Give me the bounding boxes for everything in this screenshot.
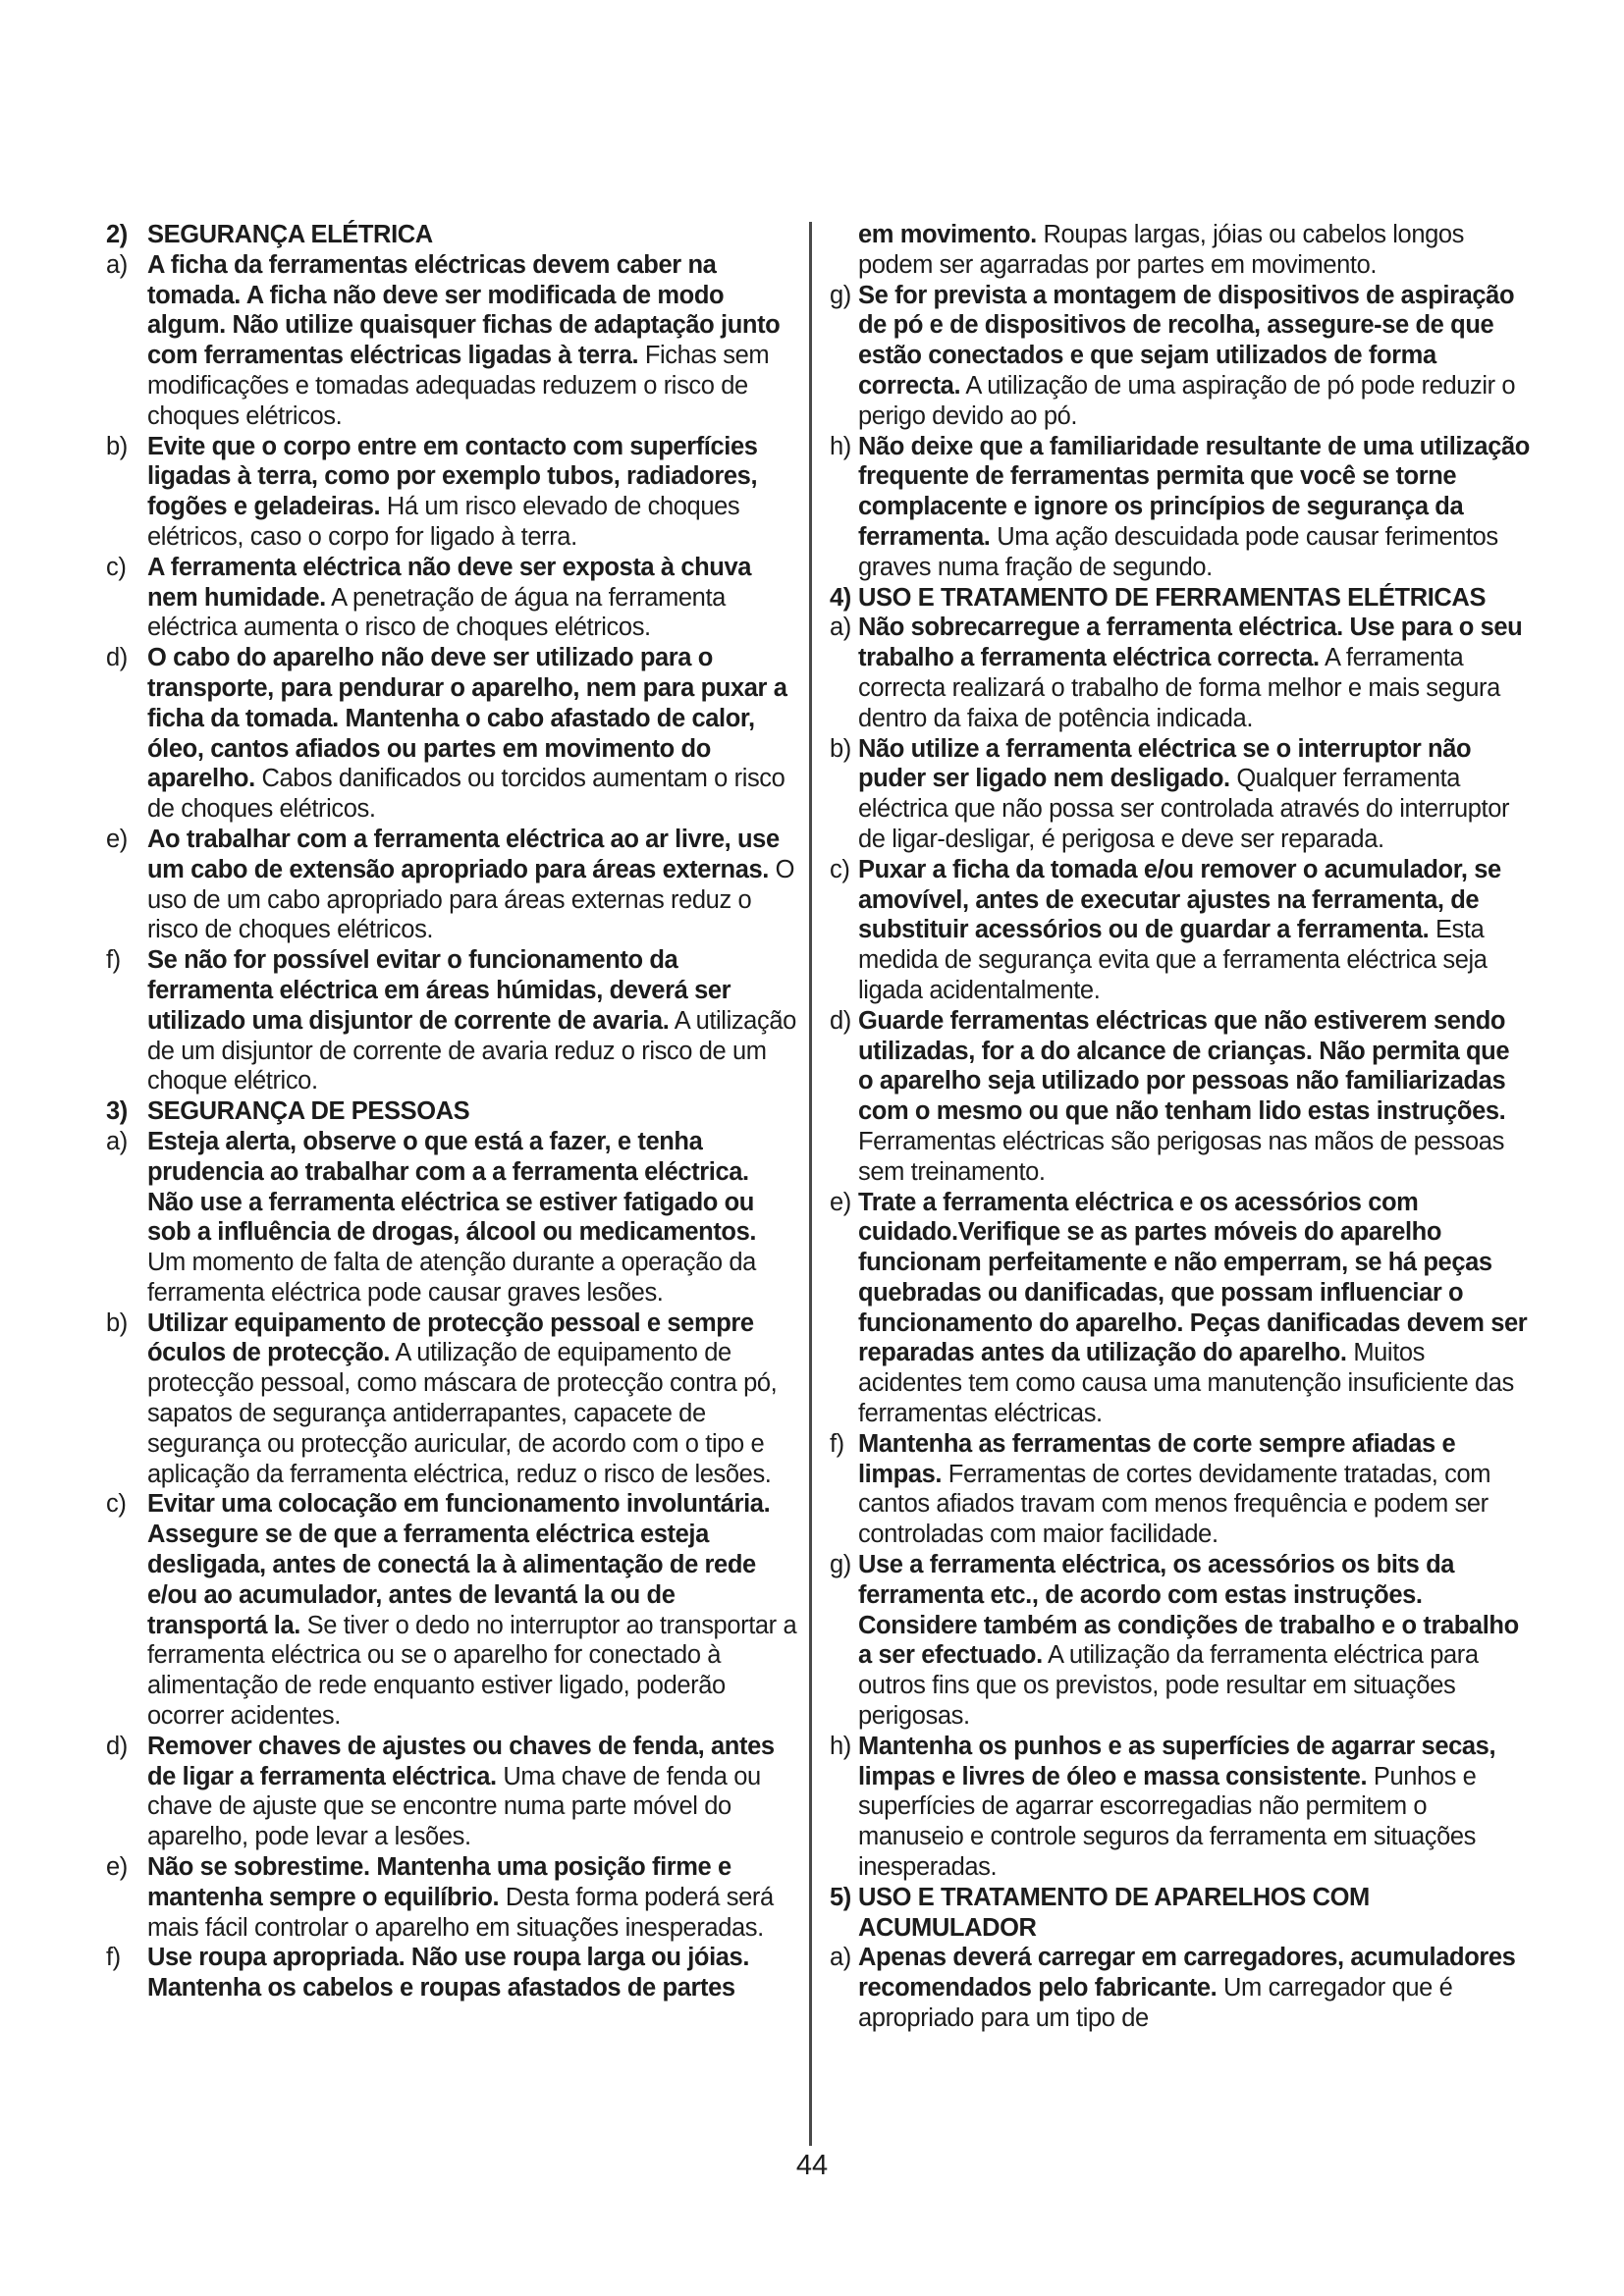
item-body-text: A utilização de um disjuntor de corrente de avaria reduz o risco de um choque elétrico. (147, 1006, 796, 1095)
item-lead-text: Não utilize a ferramenta eléctrica se o interruptor não puder ser ligado nem desligado. (858, 734, 1472, 793)
right-column (830, 220, 1530, 2034)
item-label: d) (830, 1006, 851, 1035)
item-lead-text: Se não for possível evitar o funcionamento da ferramenta eléctrica em áreas húmidas, deverá ser utilizado uma disjuntor de corrente de avaria. (147, 946, 731, 1035)
item-lead-text: Guarde ferramentas eléctricas que não estiverem sendo utilizadas, for a do alcance de crianças. Não permita que o aparelho seja utilizado por pessoas não familiarizadas com o mesmo ou que não tenham lido estas instruções. (858, 1006, 1510, 1126)
item-label: e) (830, 1188, 851, 1216)
list-item (830, 734, 1530, 855)
item-body-text: A utilização de equipamento de protecção pessoal, como máscara de protecção contra pó, sapatos de segurança antiderrapantes, capacete de segurança ou protecção auricular, de acordo com o tipo e aplicação da ferramenta eléctrica, reduz o risco de lesões. (147, 1339, 778, 1488)
item-body-text: Desta forma poderá será mais fácil controlar o aparelho em situações inesperadas. (147, 1883, 774, 1942)
left-column (106, 220, 800, 2003)
item-lead-text: SEGURANÇA ELÉTRICA (147, 221, 433, 248)
item-label: c) (106, 553, 127, 581)
item-label (830, 220, 858, 281)
list-item (106, 1943, 800, 2003)
list-item (830, 220, 1530, 281)
item-lead-text: Mantenha as ferramentas de corte sempre afiadas e limpas. (858, 1429, 1456, 1488)
column-divider (809, 222, 812, 2146)
item-lead-text: O cabo do aparelho não deve ser utilizado para o transporte, para pendurar o aparelho, nem para puxar a ficha da tomada. Mantenha o cabo afastado de calor, óleo, cantos afiados ou partes em movimento do aparelho. (147, 644, 787, 793)
item-lead-text: Apenas deverá carregar em carregadores, acumuladores recomendados pelo fabricante. (858, 1944, 1516, 2002)
item-text (858, 1943, 1530, 2033)
item-lead-text: Mantenha os punhos e as superfícies de agarrar secas, limpas e livres de óleo e massa consistente. (858, 1732, 1496, 1790)
item-lead-text: USO E TRATAMENTO DE APARELHOS COM ACUMULADOR (858, 1883, 1370, 1942)
item-text (858, 855, 1530, 1006)
item-lead-text: Não sobrecarregue a ferramenta eléctrica. Use para o seu trabalho a ferramenta eléctrica correcta. (858, 614, 1523, 672)
item-body-text: A utilização de uma aspiração de pó pode reduzir o perigo devido ao pó. (858, 371, 1516, 430)
item-lead-text: Não deixe que a familiaridade resultante de uma utilização frequente de ferramentas permita que você se torne complacente e ignore os princípios de segurança da ferramenta. (858, 432, 1530, 551)
item-text (858, 1883, 1530, 1944)
item-lead-text: A ferramenta eléctrica não deve ser exposta à chuva nem humidade. (147, 553, 752, 612)
item-lead-text: Puxar a ficha da tomada e/ou remover o acumulador, se amovível, antes de executar ajustes na ferramenta, de substituir acessórios ou de guardar a ferramenta. (858, 855, 1501, 944)
item-lead-text: SEGURANÇA DE PESSOAS (147, 1097, 470, 1126)
list-item (106, 1852, 800, 1943)
item-text (147, 1489, 800, 1731)
item-body-text: Punhos e superfícies de agarrar escorregadias não permitem o manuseio e controle seguros da ferramenta em situações inesperadas. (858, 1762, 1477, 1882)
list-item (830, 1943, 1530, 2033)
list-item (830, 1188, 1530, 1429)
list-item (106, 1308, 800, 1490)
item-text (858, 1188, 1530, 1429)
item-lead-text: Evitar uma colocação em funcionamento involuntária. Assegure se de que a ferramenta eléctrica esteja desligada, antes de conectá la à alimentação de rede e/ou ao acumulador, antes de levantá la ou de transportá la. (147, 1490, 771, 1639)
list-item (106, 825, 800, 945)
item-lead-text: Esteja alerta, observe o que está a fazer, e tenha prudencia ao trabalhar com a a ferramenta eléctrica. Não use a ferramenta eléctrica se estiver fatigado ou sob a influência de drogas, álcool ou medicamentos. (147, 1127, 757, 1247)
item-body-text: Um carregador que é apropriado para um tipo de (858, 1974, 1453, 2033)
item-body-text: Um momento de falta de atenção durante a operação da ferramenta eléctrica pode causar graves lesões. (147, 1249, 756, 1307)
item-text (858, 583, 1530, 614)
item-label: f) (106, 946, 121, 975)
item-text (147, 220, 800, 250)
item-label: h) (830, 1732, 851, 1760)
item-text (858, 1006, 1530, 1188)
list-item (106, 1489, 800, 1731)
item-label: g) (830, 281, 851, 309)
item-body-text: Há um risco elevado de choques elétricos, caso o corpo for ligado à terra. (147, 493, 740, 551)
item-lead-text: Use roupa apropriada. Não use roupa larga ou jóias. Mantenha os cabelos e roupas afastados de partes (147, 1944, 750, 2002)
item-label: b) (830, 734, 851, 763)
item-text (147, 1732, 800, 1852)
item-body-text: Fichas sem modificações e tomadas adequadas reduzem o risco de choques elétricos. (147, 342, 770, 430)
item-label: 3) (106, 1097, 128, 1126)
list-item (106, 553, 800, 643)
item-text (858, 613, 1530, 733)
item-text (858, 1429, 1530, 1550)
item-label: 2) (106, 221, 128, 248)
section-heading (830, 1883, 1530, 1944)
section-heading (106, 220, 800, 250)
item-label: f) (830, 1429, 844, 1458)
item-body-text: Ferramentas de cortes devidamente tratadas, com cantos afiados travam com menos frequência e podem ser controladas com maior facilidade. (858, 1460, 1491, 1549)
item-label: d) (106, 644, 128, 672)
list-item (830, 613, 1530, 733)
item-lead-text: Use a ferramenta eléctrica, os acessórios os bits da ferramenta etc., de acordo com estas instruções. Considere também as condições de trabalho e o trabalho a ser efectuado. (858, 1551, 1519, 1670)
item-text (147, 1852, 800, 1943)
item-body-text: Qualquer ferramenta eléctrica que não possa ser controlada através do interruptor de ligar-desligar, é perigosa e deve ser reparada. (858, 765, 1510, 853)
item-lead-text: Se for prevista a montagem de dispositivos de aspiração de pó e de dispositivos de recolha, assegure-se de que estão conectados e que sejam utilizados de forma correcta. (858, 281, 1515, 400)
item-lead-text: Remover chaves de ajustes ou chaves de fenda, antes de ligar a ferramenta eléctrica. (147, 1732, 775, 1790)
list-item (106, 1127, 800, 1308)
item-body-text: Cabos danificados ou torcidos aumentam o risco de choques elétricos. (147, 765, 785, 824)
item-body-text: O uso de um cabo apropriado para áreas externas reduz o risco de choques elétricos. (147, 855, 795, 944)
item-text (858, 220, 1530, 281)
item-body-text: Muitos acidentes tem como causa uma manutenção insuficiente das ferramentas eléctricas. (858, 1339, 1514, 1428)
item-label: d) (106, 1732, 128, 1760)
item-body-text: A ferramenta correcta realizará o trabalho de forma melhor e mais segura dentro da faixa de potência indicada. (858, 644, 1500, 732)
item-label: 5) (830, 1883, 851, 1911)
item-text (147, 945, 800, 1096)
item-text (147, 1943, 800, 2003)
section-heading (830, 583, 1530, 614)
item-body-text: Esta medida de segurança evita que a ferramenta eléctrica seja ligada acidentalmente. (858, 916, 1488, 1004)
item-label: g) (830, 1551, 851, 1579)
item-label: a) (830, 1944, 851, 1972)
item-body-text: Ferramentas eléctricas são perigosas nas mãos de pessoas sem treinamento. (858, 1127, 1504, 1186)
list-item (106, 643, 800, 825)
item-body-text: A penetração de água na ferramenta eléctrica aumenta o risco de choques elétricos. (147, 583, 726, 642)
list-item (830, 855, 1530, 1006)
list-item (106, 945, 800, 1096)
item-text (147, 432, 800, 553)
item-label: a) (106, 1127, 128, 1155)
item-text (147, 250, 800, 432)
list-item (830, 432, 1530, 583)
item-label: c) (106, 1490, 127, 1519)
list-item (106, 1732, 800, 1852)
item-lead-text: A ficha da ferramentas eléctricas devem caber na tomada. A ficha não deve ser modificada de modo algum. Não utilize quaisquer fichas de adaptação junto com ferramentas eléctricas ligadas à terra. (147, 250, 781, 370)
page-number: 44 (795, 2150, 829, 2181)
item-body-text: Uma ação descuidada pode causar ferimentos graves numa fração de segundo. (858, 522, 1498, 581)
item-text (858, 281, 1530, 432)
item-label: b) (106, 1308, 128, 1337)
item-lead-text: USO E TRATAMENTO DE FERRAMENTAS ELÉTRICAS (858, 583, 1487, 612)
item-label: e) (106, 1853, 128, 1882)
item-text (858, 1732, 1530, 1883)
item-text (147, 825, 800, 945)
list-item (106, 432, 800, 553)
item-text (147, 553, 800, 643)
list-item (830, 1006, 1530, 1188)
item-lead-text: Ao trabalhar com a ferramenta eléctrica ao ar livre, use um cabo de extensão apropriado para áreas externas. (147, 825, 780, 883)
list-item (830, 1550, 1530, 1732)
list-item (830, 1429, 1530, 1550)
item-label: a) (830, 614, 851, 642)
list-item (830, 1732, 1530, 1883)
section-heading (106, 1096, 800, 1127)
item-text (147, 1308, 800, 1490)
item-lead-text: Não se sobrestime. Mantenha uma posição firme e mantenha sempre o equilíbrio. (147, 1853, 731, 1911)
item-label: c) (830, 855, 850, 883)
item-text (147, 1127, 800, 1308)
item-lead-text: Trate a ferramenta eléctrica e os acessórios com cuidado.Verifique se as partes móveis do aparelho funcionam perfeitamente e não emperram, se há peças quebradas ou danificadas, que possam influenciar o funcionamento do aparelho. Peças danificadas devem ser reparadas antes da utilização do aparelho. (858, 1188, 1528, 1367)
item-body-text: A utilização da ferramenta eléctrica para outros fins que os previstos, pode resultar em situações perigosas. (858, 1641, 1479, 1731)
item-text (147, 1096, 800, 1127)
item-lead-text: Evite que o corpo entre em contacto com superfícies ligadas à terra, como por exemplo tubos, radiadores, fogões e geladeiras. (147, 432, 758, 521)
item-lead-text: Utilizar equipamento de protecção pessoal e sempre óculos de protecção. (147, 1308, 754, 1367)
item-text (147, 643, 800, 825)
item-text (858, 734, 1530, 855)
list-item (830, 281, 1530, 432)
item-label: h) (830, 432, 851, 460)
item-text (858, 1550, 1530, 1732)
item-label: e) (106, 825, 128, 853)
item-label: f) (106, 1944, 121, 1972)
item-body-text: Se tiver o dedo no interruptor ao transportar a ferramenta eléctrica ou se o aparelho for conectado à alimentação de rede enquanto estiver ligado, poderão ocorrer acidentes. (147, 1611, 797, 1731)
list-item (106, 250, 800, 432)
item-label: a) (106, 250, 128, 279)
item-lead-text: em movimento. (858, 221, 1037, 248)
item-label: b) (106, 432, 128, 460)
item-text (858, 432, 1530, 583)
item-body-text: Roupas largas, jóias ou cabelos longos podem ser agarradas por partes em movimento. (858, 221, 1465, 279)
item-body-text: Uma chave de fenda ou chave de ajuste que se encontre numa parte móvel do aparelho, pode levar a lesões. (147, 1762, 761, 1851)
item-label: 4) (830, 583, 851, 612)
